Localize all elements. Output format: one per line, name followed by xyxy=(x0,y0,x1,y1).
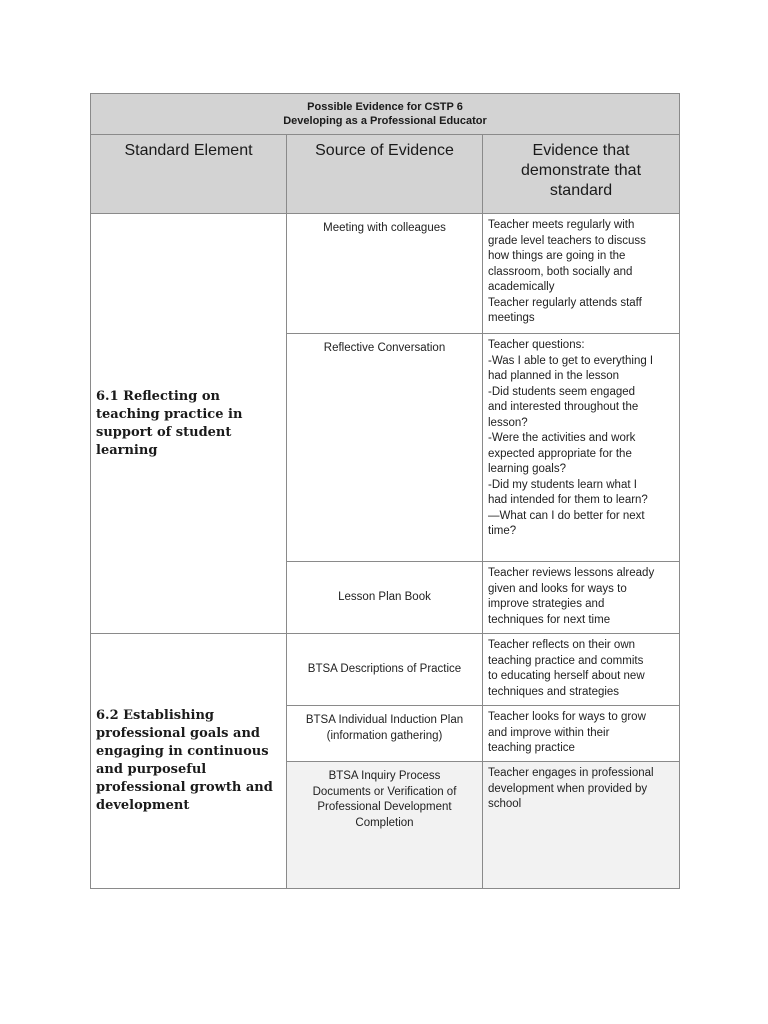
table-title-row xyxy=(91,94,680,135)
evidence-cell: Teacher meets regularly with grade level teachers to discuss how things are going in the classroom, both socially and academically Teacher regularly attends staff meetings xyxy=(483,214,680,334)
evidence-cell: Teacher reviews lessons already given and looks for ways to improve strategies and techniques for next time xyxy=(483,562,680,634)
table-row xyxy=(91,214,680,334)
header-evidence-line: demonstrate that xyxy=(520,162,642,179)
header-source-of-evidence: Source of Evidence xyxy=(287,135,483,214)
header-evidence xyxy=(483,135,680,214)
header-standard-element: Standard Element xyxy=(91,135,287,214)
header-evidence-line: standard xyxy=(549,182,613,199)
source-cell: BTSA Individual Induction Plan (information gathering) xyxy=(287,706,483,762)
source-cell: Reflective Conversation xyxy=(287,334,483,562)
source-cell: Meeting with colleagues xyxy=(287,214,483,334)
table-title-line-2: Developing as a Professional Educator xyxy=(283,115,487,127)
standard-element-6-1: 6.1 Reflecting on teaching practice in support of student learning xyxy=(91,214,287,634)
table-title xyxy=(91,94,680,135)
evidence-cell: Teacher looks for ways to grow and improve within their teaching practice xyxy=(483,706,680,762)
standard-element-6-2: 6.2 Establishing professional goals and engaging in continuous and purposeful professional growth and development xyxy=(91,634,287,889)
evidence-cell: Teacher engages in professional development when provided by school xyxy=(483,762,680,889)
table-title-line-1: Possible Evidence for CSTP 6 xyxy=(307,101,463,113)
table-row xyxy=(91,634,680,706)
column-header-row xyxy=(91,135,680,214)
evidence-cell: Teacher questions: -Was I able to get to everything I had planned in the lesson -Did students seem engaged and interested throughout the lesson? -Were the activities and work expected appropriate for the learning goals? -Did my students learn what I had intended for them to learn? —What can I do better for next time? xyxy=(483,334,680,562)
header-evidence-line: Evidence that xyxy=(532,142,630,159)
source-cell: Lesson Plan Book xyxy=(287,562,483,634)
cstp6-evidence-table xyxy=(90,93,680,889)
source-cell: BTSA Inquiry Process Documents or Verification of Professional Development Completion xyxy=(287,762,483,889)
source-cell: BTSA Descriptions of Practice xyxy=(287,634,483,706)
evidence-cell: Teacher reflects on their own teaching practice and commits to educating herself about new techniques and strategies xyxy=(483,634,680,706)
